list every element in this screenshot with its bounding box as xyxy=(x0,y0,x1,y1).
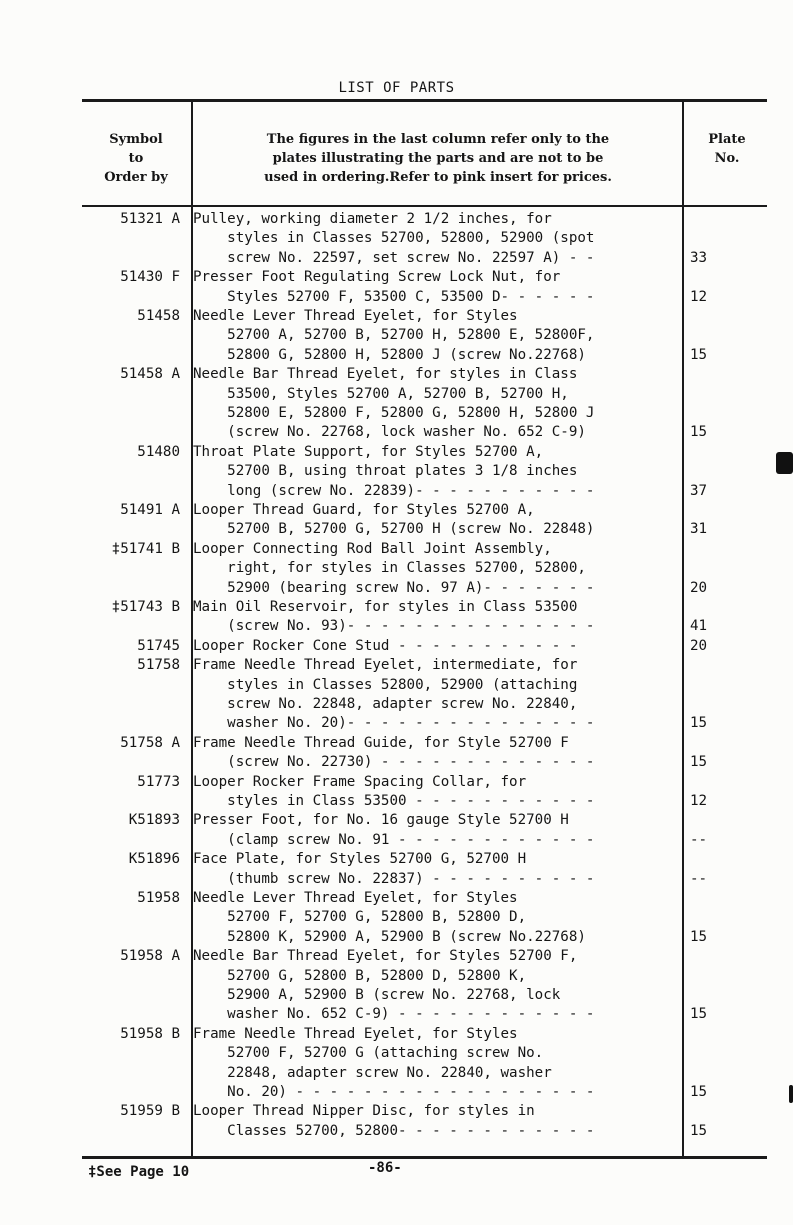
plate-number: 15 xyxy=(690,1006,708,1023)
description-line: 52900 A, 52900 B (screw No. 22768, lock xyxy=(193,987,561,1003)
description-line: Face Plate, for Styles 52700 G, 52700 H xyxy=(193,851,527,868)
description-line: Needle Lever Thread Eyelet, for Styles xyxy=(193,308,518,324)
description-line: Needle Lever Thread Eyelet, for Styles xyxy=(193,890,518,906)
part-description xyxy=(193,501,683,540)
plate-header-line: Plate xyxy=(708,132,746,147)
description-line: washer No. 20)- - - - - - - - - - - - - - - xyxy=(193,715,595,732)
plate-number: 12 xyxy=(690,792,708,809)
part-entry xyxy=(0,656,793,734)
part-entry xyxy=(0,637,793,656)
part-entry xyxy=(0,307,793,365)
part-symbol: 51458 A xyxy=(120,366,180,383)
part-entry xyxy=(0,540,793,598)
description-line: Looper Rocker Cone Stud - - - - - - - - - - - xyxy=(193,637,578,654)
description-line: No. 20) - - - - - - - - - - - - - - - - - - xyxy=(193,1084,595,1101)
part-entry xyxy=(0,365,793,443)
part-description xyxy=(193,443,683,501)
symbol-column-header xyxy=(86,130,186,187)
description-line: styles in Classes 52700, 52800, 52900 (spot xyxy=(193,230,595,247)
description-line: Throat Plate Support, for Styles 52700 A, xyxy=(193,443,544,460)
part-entry xyxy=(0,1025,793,1103)
part-entry xyxy=(0,210,793,268)
header-note-line: used in ordering.Refer to pink insert for prices. xyxy=(264,170,612,185)
description-line: Classes 52700, 52800- - - - - - - - - - - - xyxy=(193,1122,595,1139)
footnote: ‡See Page 10 xyxy=(88,1164,190,1180)
description-line: Needle Bar Thread Eyelet, for styles in Class xyxy=(193,366,578,383)
description-line: Looper Thread Nipper Disc, for styles in xyxy=(193,1103,535,1120)
part-description xyxy=(193,1102,683,1141)
description-line: Frame Needle Thread Guide, for Style 52700 F xyxy=(193,734,569,751)
plate-number: 20 xyxy=(690,579,708,596)
description-line: screw No. 22597, set screw No. 22597 A) - - xyxy=(193,249,595,266)
description-line: 52800 G, 52800 H, 52800 J (screw No.22768) xyxy=(193,346,586,363)
part-entry xyxy=(0,598,793,637)
description-line: Presser Foot, for No. 16 gauge Style 52700 H xyxy=(193,812,569,829)
plate-number: 41 xyxy=(690,618,708,635)
part-description xyxy=(193,598,683,637)
part-symbol: ‡51743 B xyxy=(111,599,180,615)
part-symbol: 51758 xyxy=(137,657,180,674)
part-entry xyxy=(0,501,793,540)
description-line: 52700 F, 52700 G (attaching screw No. xyxy=(193,1045,544,1062)
description-line: (clamp screw No. 91 - - - - - - - - - - - - xyxy=(193,831,595,848)
description-line: 52800 K, 52900 A, 52900 B (screw No.22768) xyxy=(193,928,586,945)
description-line: Pulley, working diameter 2 1/2 inches, for xyxy=(193,211,552,227)
part-description xyxy=(193,210,683,268)
part-description xyxy=(193,734,683,773)
part-description xyxy=(193,889,683,947)
page-number: -86- xyxy=(368,1160,402,1176)
part-description xyxy=(193,365,683,443)
plate-number: 15 xyxy=(690,1083,708,1100)
part-symbol: 51491 A xyxy=(120,502,180,518)
part-description xyxy=(193,637,683,656)
part-description xyxy=(193,773,683,812)
description-line: Frame Needle Thread Eyelet, for Styles xyxy=(193,1025,518,1042)
part-symbol: 51958 A xyxy=(120,948,180,965)
description-line: Presser Foot Regulating Screw Lock Nut, for xyxy=(193,269,561,286)
part-symbol: 51430 F xyxy=(120,269,180,286)
part-symbol: 51758 A xyxy=(120,734,180,751)
plate-number: 15 xyxy=(690,346,708,363)
part-symbol: 51458 xyxy=(137,308,180,324)
plate-number: -- xyxy=(690,870,708,887)
plate-header-line: No. xyxy=(714,151,740,166)
part-entry xyxy=(0,947,793,1025)
plate-number: 15 xyxy=(690,1122,708,1139)
part-symbol: 51958 xyxy=(137,890,180,906)
description-line: Main Oil Reservoir, for styles in Class 53500 xyxy=(193,599,578,615)
plate-number: -- xyxy=(690,831,708,848)
description-line: Looper Thread Guard, for Styles 52700 A, xyxy=(193,502,535,518)
part-symbol: 51480 xyxy=(137,443,180,460)
plate-number: 15 xyxy=(690,928,708,945)
description-line: 53500, Styles 52700 A, 52700 B, 52700 H, xyxy=(193,385,569,402)
part-entry xyxy=(0,850,793,889)
plate-number: 12 xyxy=(690,288,708,305)
description-line: 52700 B, 52700 G, 52700 H (screw No. 22848) xyxy=(193,521,595,538)
description-line: (screw No. 22730) - - - - - - - - - - - - - xyxy=(193,754,595,771)
description-line: Frame Needle Thread Eyelet, intermediate, for xyxy=(193,657,578,674)
top-rule xyxy=(82,99,767,102)
part-entry xyxy=(0,889,793,947)
description-line: 52700 A, 52700 B, 52700 H, 52800 E, 52800F, xyxy=(193,327,595,344)
description-line: long (screw No. 22839)- - - - - - - - - - - xyxy=(193,482,595,499)
part-symbol: ‡51741 B xyxy=(111,540,180,557)
part-description xyxy=(193,811,683,850)
description-line: styles in Class 53500 - - - - - - - - - - - xyxy=(193,793,595,809)
description-line: Styles 52700 F, 53500 C, 53500 D- - - - - - xyxy=(193,288,595,305)
plate-number: 15 xyxy=(690,424,708,441)
part-description xyxy=(193,850,683,889)
part-description xyxy=(193,656,683,734)
header-bottom-rule xyxy=(82,205,767,207)
part-entry xyxy=(0,811,793,850)
part-symbol: 51958 B xyxy=(120,1025,180,1042)
symbol-header-line: to xyxy=(128,151,144,166)
plate-number: 33 xyxy=(690,249,708,266)
plate-number: 31 xyxy=(690,521,708,538)
part-symbol: 51321 A xyxy=(120,211,180,227)
part-description xyxy=(193,540,683,598)
plate-number: 20 xyxy=(690,637,708,654)
description-line: 52700 B, using throat plates 3 1/8 inches xyxy=(193,463,578,480)
part-description xyxy=(193,268,683,307)
header-note-line: The figures in the last column refer only to the xyxy=(266,132,610,147)
description-line: (screw No. 93)- - - - - - - - - - - - - - - xyxy=(193,618,595,635)
description-line: 52900 (bearing screw No. 97 A)- - - - - - - xyxy=(193,579,595,596)
description-line: 52700 F, 52700 G, 52800 B, 52800 D, xyxy=(193,909,527,926)
plate-number: 15 xyxy=(690,715,708,732)
description-line: Needle Bar Thread Eyelet, for Styles 52700 F, xyxy=(193,948,578,965)
part-entry xyxy=(0,268,793,307)
page-title: LIST OF PARTS xyxy=(338,80,455,96)
symbol-header-line: Symbol xyxy=(109,132,163,147)
part-description xyxy=(193,947,683,1025)
plate-number: 15 xyxy=(690,754,708,771)
symbol-header-line: Order by xyxy=(104,170,168,185)
description-line: styles in Classes 52800, 52900 (attaching xyxy=(193,676,578,693)
part-symbol: 51959 B xyxy=(120,1103,180,1120)
header-note-line: plates illustrating the parts and are not to be xyxy=(272,151,604,166)
part-entry xyxy=(0,773,793,812)
description-line: (thumb screw No. 22837) - - - - - - - - - - xyxy=(193,870,595,887)
plate-number: 37 xyxy=(690,482,708,499)
description-line: right, for styles in Classes 52700, 52800, xyxy=(193,560,586,577)
part-entry xyxy=(0,443,793,501)
part-description xyxy=(193,307,683,365)
part-symbol: K51896 xyxy=(128,851,180,868)
part-entry xyxy=(0,734,793,773)
scan-edge-mark xyxy=(776,452,793,474)
description-line: washer No. 652 C-9) - - - - - - - - - - - - xyxy=(193,1006,595,1023)
part-symbol: K51893 xyxy=(128,812,180,829)
description-line: 52700 G, 52800 B, 52800 D, 52800 K, xyxy=(193,967,527,984)
bottom-rule xyxy=(82,1156,767,1159)
part-entry xyxy=(0,1102,793,1141)
description-line: Looper Connecting Rod Ball Joint Assembly, xyxy=(193,540,552,557)
description-line: (screw No. 22768, lock washer No. 652 C-9) xyxy=(193,424,586,441)
scan-edge-mark xyxy=(789,1085,793,1103)
description-line: 52800 E, 52800 F, 52800 G, 52800 H, 52800 J xyxy=(193,405,595,421)
description-line: Looper Rocker Frame Spacing Collar, for xyxy=(193,773,527,790)
description-line: screw No. 22848, adapter screw No. 22840, xyxy=(193,696,578,712)
description-line: 22848, adapter screw No. 22840, washer xyxy=(193,1064,552,1081)
part-symbol: 51745 xyxy=(137,637,180,654)
description-column-header xyxy=(196,130,680,187)
part-symbol: 51773 xyxy=(137,773,180,790)
plate-column-header xyxy=(690,130,764,168)
part-description xyxy=(193,1025,683,1103)
